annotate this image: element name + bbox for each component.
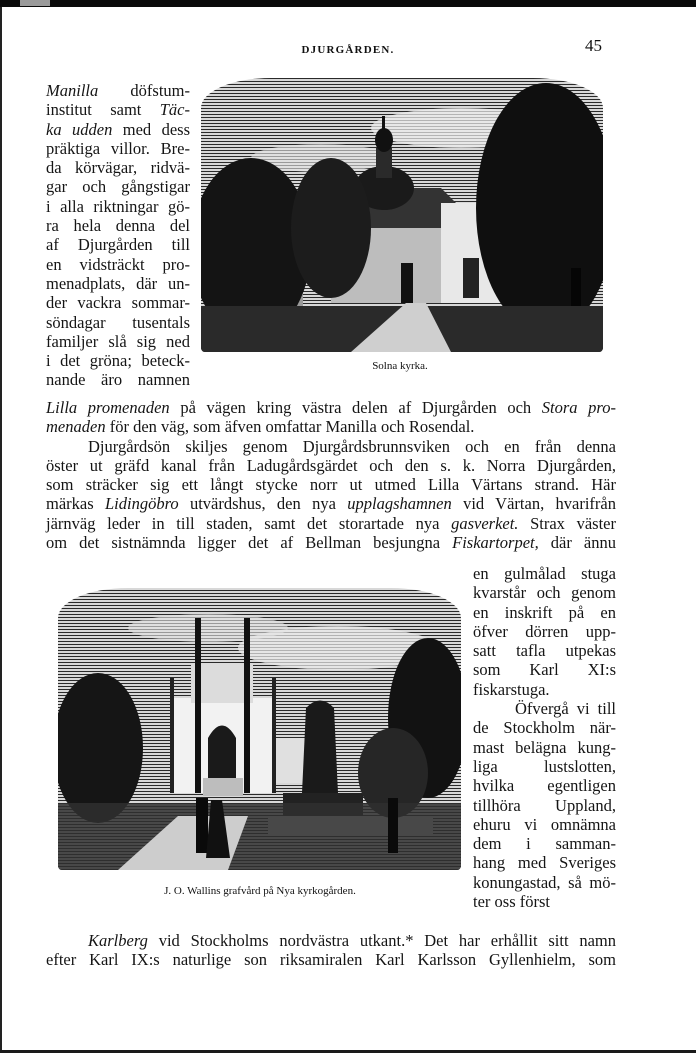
text-line [46,456,616,475]
figure-caption-wallin: J. O. Wallins grafvård på Nya kyrkogården. [164,885,356,897]
text-line [46,81,190,100]
text-run: döfstum- [98,81,190,100]
text-line [473,603,616,622]
text-run: efter Karl IX:s naturlige son riksamiralen Karl Karlsson Gyllenhielm, som [46,950,616,970]
text-run: en gulmålad stuga [473,564,616,583]
text-run: i det gröna; beteck- [46,351,190,371]
text-line [46,293,190,312]
text-run: der vackra sommar- [46,293,190,313]
italic-term: Manilla [46,81,99,100]
text-run: hang med Sveriges [473,853,616,873]
text-run: utvärdshus, den nya [178,494,348,514]
text-run: öfver dörren upp- [473,621,616,641]
text-line [46,158,190,177]
text-run: ehuru vi omnämna [473,814,616,834]
text-run: järnväg leder in till staden, samt det storartade nya [46,513,452,533]
text-line [473,853,616,872]
text-run: da körvägar, ridvä- [46,158,190,178]
text-line [473,738,616,757]
text-line [46,417,616,436]
text-run: kvarstår och genom [473,583,616,603]
text-run: de Stockholm när- [473,718,616,738]
text-run: på vägen kring västra delen af Djurgården och [169,398,542,417]
text-run: vid Värtan, hvarifrån [451,494,616,514]
italic-term: ka udden [46,119,113,139]
text-run: af Djurgården till [46,235,190,255]
scan-edge-top [0,0,696,7]
text-line [46,950,616,969]
text-line [46,351,190,370]
text-run: ra hela denna del [46,216,190,236]
text-run: en inskrift på en [473,602,616,622]
text-run: med dess [112,119,190,139]
text-line [473,564,616,583]
text-run: familjer slå sig ned [46,331,190,351]
text-line [473,699,616,718]
figure-solna-church-engraving [201,78,603,352]
text-run: Öfvergå vi till [515,699,616,719]
text-run: en vidsträckt pro- [46,254,190,274]
text-line [473,718,616,737]
text-run: satt tafla utpekas [473,641,616,661]
text-run: för den väg, som äfven omfattar Manilla och Rosendal. [105,417,475,437]
text-line [46,533,616,552]
text-line [46,255,190,274]
text-run: där ännu [538,533,616,553]
chapel-tomb-illustration-icon [58,588,461,870]
italic-term: Lilla promenaden [46,398,170,417]
text-line [46,398,616,417]
text-run: gar och gångstigar [46,177,190,197]
text-run: Strax väster [518,513,616,533]
text-line [46,177,190,196]
italic-term: Lidingöbro [104,494,179,514]
text-column-right-bottom [473,564,616,911]
text-line [473,873,616,892]
text-run: dem i samman- [473,834,616,854]
text-line [473,892,616,911]
text-run: konungastad, så mö- [473,872,616,892]
text-line [46,139,190,158]
text-run: Djurgårdsön skiljes genom Djurgårdsbrunnsviken och en från denna [88,436,616,456]
text-line [473,796,616,815]
italic-term: Täc- [159,100,190,120]
italic-term: Fiskartorpet, [452,533,539,553]
text-run: som sträcker sig ett långt stycke norr ut utmed Lilla Värtans strand. Här [46,475,616,495]
text-run: om det sistnämnda ligger det af Bellman besjungna [46,533,453,553]
text-run: mast belägna kung- [473,737,616,757]
figure-wallin-tomb-engraving [58,588,461,870]
text-run: fiskarstuga. [473,679,550,699]
text-run: ter oss först [473,892,550,912]
text-line [473,776,616,795]
running-head: DJURGÅRDEN. [301,44,395,56]
text-run: märkas [46,494,105,514]
text-run: tillhöra Uppland, [473,795,616,815]
italic-term: Stora pro- [541,398,616,417]
italic-term: Karlberg [88,931,148,950]
church-illustration-icon [201,78,603,352]
text-line [473,815,616,834]
text-block-middle [46,398,616,552]
text-line [46,475,616,494]
text-run: öster ut gräfd kanal från Ladugårdsgärdet och den s. k. Norra Djurgården, [46,455,616,475]
text-line [473,680,616,699]
text-run: liga lustslotten, [473,756,616,776]
text-line [46,197,190,216]
text-line [46,235,190,254]
italic-term: menaden [46,417,106,437]
text-line [46,216,190,235]
text-run: nande äro namnen [46,370,190,390]
text-line [473,834,616,853]
text-line [46,100,190,119]
text-line [473,583,616,602]
text-line [46,370,190,389]
text-run: som Karl XI:s [473,660,616,680]
text-run: i alla riktningar gö- [46,196,190,216]
text-run: präktiga villor. Bre- [46,138,190,158]
scan-edge-top-highlight [20,0,50,6]
text-run: hvilka egentligen [473,776,616,796]
text-line [46,274,190,293]
text-block-bottom [46,931,616,970]
page-number: 45 [585,36,602,55]
text-line [473,622,616,641]
text-line [46,313,190,332]
scan-edge-left [0,7,2,1053]
text-line [473,757,616,776]
text-column-left-top [46,81,190,390]
text-run: institut samt [46,100,160,120]
italic-term: upplagshamnen [347,494,452,514]
text-line [46,514,616,533]
text-line [473,641,616,660]
text-run: menadplats, där un- [46,273,190,293]
figure-caption-solna: Solna kyrka. [372,360,428,372]
text-line [46,120,190,139]
text-line [473,660,616,679]
italic-term: gasverket. [451,513,519,533]
text-run: söndagar tusentals [46,312,190,332]
text-line [46,494,616,513]
text-line [46,437,616,456]
text-run: vid Stockholms nordvästra utkant.* Det har erhållit sitt namn [147,931,616,950]
text-line [46,332,190,351]
text-line [46,931,616,950]
